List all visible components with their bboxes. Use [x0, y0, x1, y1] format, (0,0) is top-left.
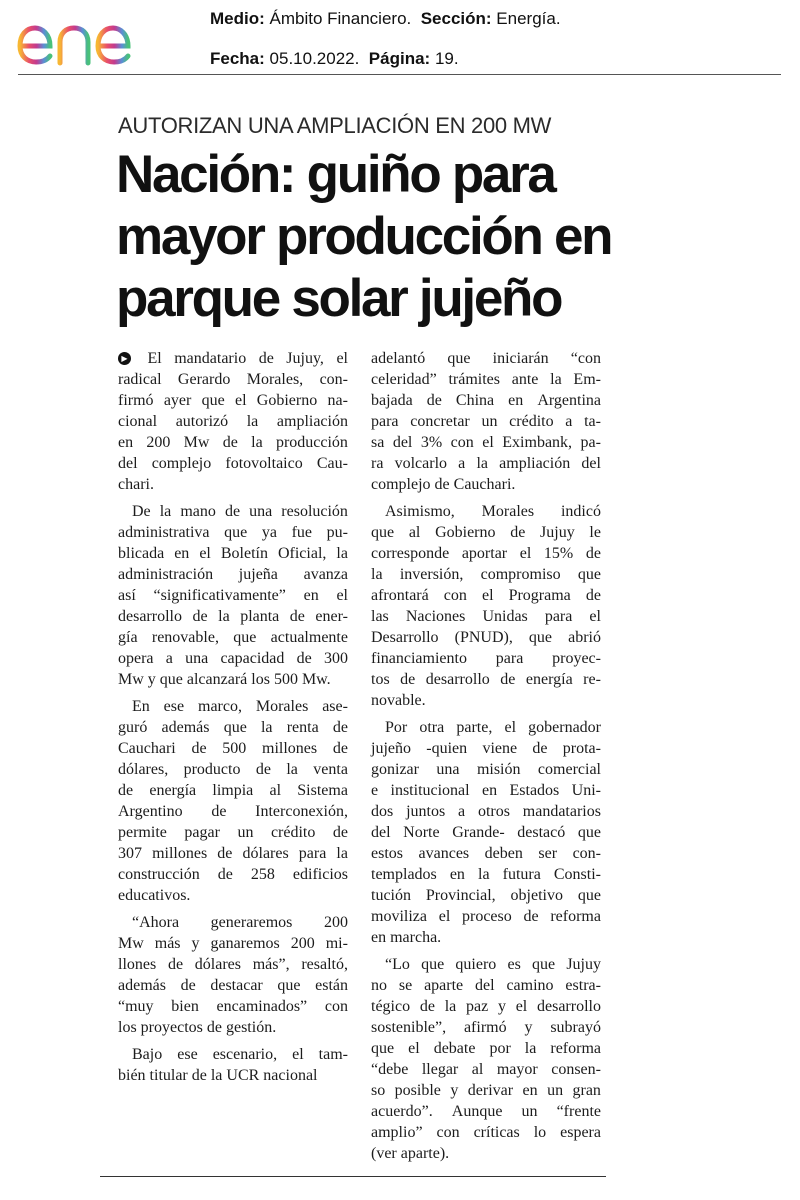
medio-label: Medio:	[210, 9, 265, 28]
article-text-line: construcción de 258 edificios	[118, 866, 348, 883]
article-text-line: las Naciones Unidas para el	[371, 608, 601, 625]
article-text-line: jujeño -quien viene de prota-	[371, 740, 601, 757]
article-text-line: que el debate por la reforma	[371, 1040, 601, 1057]
article-text-line: En ese marco, Morales ase-	[132, 698, 348, 715]
article-text-line: opera a una capacidad de 300	[118, 650, 348, 667]
article-text-line: acuerdo”. Aunque un “frente	[371, 1103, 601, 1120]
article-text-line: administrativa que ya fue pu-	[118, 524, 348, 541]
article-text-line: tos de desarrollo de energía re-	[371, 671, 601, 688]
article-text-line: tución Provincial, objetivo que	[371, 887, 601, 904]
article-text-line: los proyectos de gestión.	[118, 1019, 277, 1036]
article-text-line: no se aparte del camino estra-	[371, 977, 601, 994]
article-text-line: complejo de Cauchari.	[371, 476, 516, 493]
fecha-value: 05.10.2022.	[269, 49, 360, 68]
headline-line: mayor producción en	[116, 207, 612, 266]
article-text-line: en marcha.	[371, 929, 442, 946]
article-text-line: para concretar un crédito a ta-	[371, 413, 601, 430]
article-bottom-rule	[100, 1176, 606, 1177]
article-text-line: que al Gobierno de Jujuy le	[371, 524, 601, 541]
article-text-line: De la mano de una resolución	[132, 503, 348, 520]
article-text-line: de energía limpia al Sistema	[118, 782, 348, 799]
article-text-line: educativos.	[118, 887, 191, 904]
article-text-line: Mw y que alcanzará los 500 Mw.	[118, 671, 331, 688]
article-text-line: financiamiento para proyec-	[371, 650, 601, 667]
article-text-line: e institucional en Estados Uni-	[371, 782, 601, 799]
article-text-line: blicada en el Boletín Oficial, la	[118, 545, 348, 562]
play-bullet-icon: ▶	[118, 352, 131, 365]
article-text-line: afrontará con el Programa de	[371, 587, 601, 604]
article-kicker: AUTORIZAN UNA AMPLIACIÓN EN 200 MW	[118, 113, 552, 138]
pagina-value: 19.	[434, 49, 459, 68]
article-text-line: bién titular de la UCR nacional	[118, 1067, 318, 1084]
article-text-line: amplio” con críticas lo espera	[371, 1124, 601, 1141]
article-text-line: así “significativamente” en el	[118, 587, 348, 604]
article-text-line: moviliza el proceso de reforma	[371, 908, 601, 925]
article-text-line: del complejo fotovoltaico Cau-	[118, 455, 348, 472]
article-text-line: novable.	[371, 692, 426, 709]
headline-line: Nación: guiño para	[116, 145, 555, 204]
article-text-line: Argentino de Interconexión,	[118, 803, 348, 820]
article-text-line: cional autorizó la ampliación	[118, 413, 348, 430]
article-column-1	[118, 348, 348, 1086]
article-text-line: “Lo que quiero es que Jujuy	[385, 956, 601, 973]
article-text-line: 307 millones de dólares para la	[118, 845, 348, 862]
enel-logo	[16, 8, 168, 68]
article-text-line: dólares, producto de la venta	[118, 761, 348, 778]
headline-line: parque solar jujeño	[116, 269, 562, 328]
fecha-label: Fecha:	[210, 49, 265, 68]
article-text-line: Por otra parte, el gobernador	[385, 719, 601, 736]
meta-line-fecha	[210, 49, 459, 69]
article-text-line: Mw más y ganaremos 200 mi-	[118, 935, 348, 952]
article-text-line: además de destacar que están	[118, 977, 348, 994]
article-text-line: corresponde aportar el 15% de	[371, 545, 601, 562]
article-text-line: ra volcarlo a la ampliación del	[371, 455, 601, 472]
article-text-line: desarrollo de la planta de ener-	[118, 608, 348, 625]
seccion-value: Energía.	[496, 9, 561, 28]
article-column-2	[371, 348, 601, 1164]
article-text-line: administración jujeña avanza	[118, 566, 348, 583]
article-text-line: tégico de la paz y el desarrollo	[371, 998, 601, 1015]
article-text-line: sostenible”, afirmó y subrayó	[371, 1019, 601, 1036]
article-text-line: sa del 3% con el Eximbank, pa-	[371, 434, 601, 451]
article-text-line: dos juntos a otros mandatarios	[371, 803, 601, 820]
article-text-line: radical Gerardo Morales, con-	[118, 371, 348, 388]
article-text-line: so posible y derivar en un gran	[371, 1082, 601, 1099]
article-text-line: estos avances deben ser con-	[371, 845, 601, 862]
article-text-line: gonizar una misión comercial	[371, 761, 601, 778]
article-text-line: “muy bien encaminados” con	[118, 998, 348, 1015]
article-text-line: bajada de China en Argentina	[371, 392, 601, 409]
seccion-label: Sección:	[420, 9, 492, 28]
article-text-line: celeridad” trámites ante la Em-	[371, 371, 601, 388]
meta-line-medio	[210, 9, 561, 29]
article-headline	[116, 144, 636, 330]
article-text-line: la inversión, compromiso que	[371, 566, 601, 583]
article-text-line: “debe llegar al mayor consen-	[371, 1061, 601, 1078]
article-text-line: gía renovable, que actualmente	[118, 629, 348, 646]
pagina-label: Página:	[368, 49, 431, 68]
article-text-line: llones de dólares más”, resaltó,	[118, 956, 348, 973]
medio-value: Ámbito Financiero.	[269, 9, 412, 28]
article-text-line: “Ahora generaremos 200	[132, 914, 348, 931]
article-text-line: en 200 Mw de la producción	[118, 434, 348, 451]
article-text-line: firmó ayer que el Gobierno na-	[118, 392, 348, 409]
article-text-line: ▶ El mandatario de Jujuy, el	[118, 348, 348, 369]
article-text-line: (ver aparte).	[371, 1145, 450, 1162]
article-text-line: permite pagar un crédito de	[118, 824, 348, 841]
article-text-line: Asimismo, Morales indicó	[385, 503, 601, 520]
article-text-line: Cauchari de 500 millones de	[118, 740, 348, 757]
header-divider	[18, 74, 781, 75]
article-text-line: guró además que la renta de	[118, 719, 348, 736]
article-text-line: Bajo ese escenario, el tam-	[132, 1046, 348, 1063]
article-text-line: del Norte Grande- destacó que	[371, 824, 601, 841]
article-text-line: adelantó que iniciarán “con	[371, 350, 601, 367]
article-text-line: templados en la futura Consti-	[371, 866, 601, 883]
article-text-line: Desarrollo (PNUD), que abrió	[371, 629, 601, 646]
article-text-line: chari.	[118, 476, 154, 493]
